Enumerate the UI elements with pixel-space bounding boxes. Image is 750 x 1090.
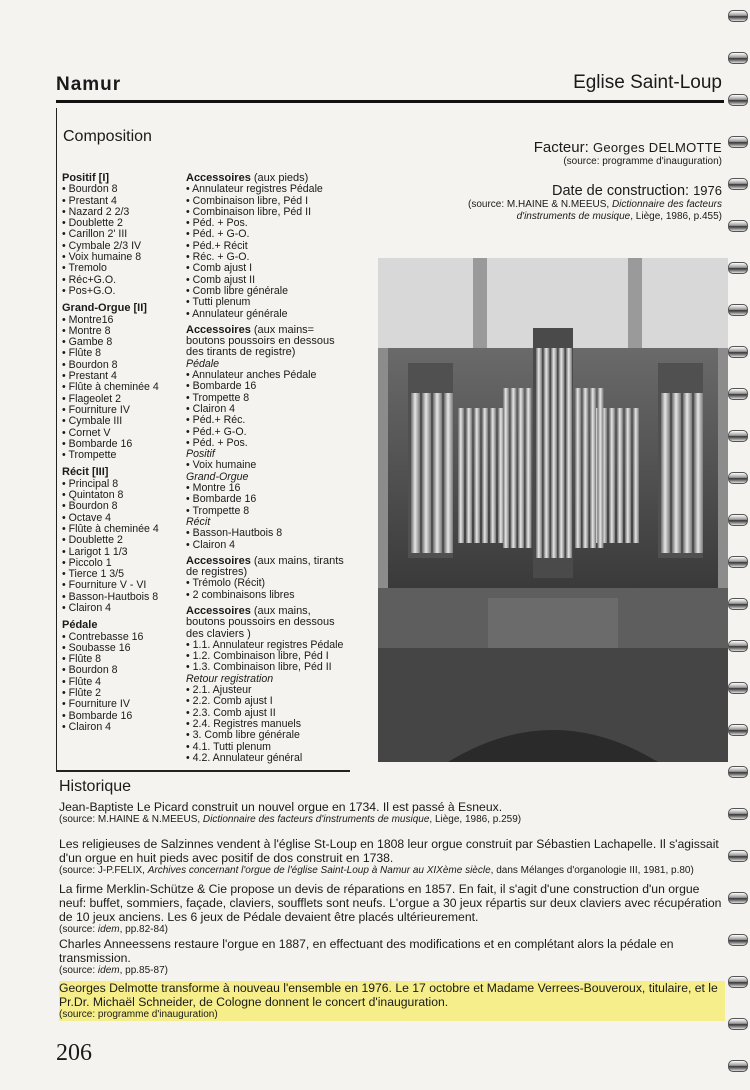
accessory-item: • Annulateur registres Pédale (186, 183, 323, 196)
accessory-item: • Trompette 8 (186, 504, 250, 517)
source-pre: (source: M.HAINE & N.MEEUS, (59, 814, 203, 825)
stop-label: Fourniture IV (68, 403, 130, 416)
accessory-item: • Réc. + G-O. (186, 251, 250, 264)
accessory-item: • Clairon 4 (186, 538, 236, 551)
stop-label: Montre 8 (68, 324, 111, 337)
accessories-heading-note: (aux mains, tirants de registres) (186, 554, 344, 579)
historique-source (59, 814, 725, 826)
stop-item: • Doublette 2 (62, 534, 123, 547)
stop-label: Flûte 4 (68, 675, 102, 688)
accessory-label: Clairon 4 (192, 538, 236, 551)
accessory-label: Trompette 8 (192, 504, 250, 517)
facteur-name: Georges DELMOTTE (592, 140, 722, 155)
accessory-label: Annulateur anches Pédale (192, 369, 317, 382)
stop-item: • Larigot 1 1/3 (62, 545, 128, 558)
accessory-label: 3. Comb libre générale (192, 729, 300, 742)
accessory-item: • Tutti plenum (186, 296, 251, 309)
accessory-item: • Péd. + G-O. (186, 228, 250, 241)
accessory-item: • Comb ajust I (186, 262, 253, 275)
stop-label: Doublette 2 (68, 217, 123, 230)
accessories-subheading: Positif (186, 448, 215, 461)
historique-paragraph (59, 800, 725, 826)
accessory-item: • Péd.+ Réc. (186, 414, 246, 427)
stop-label: Prestant 4 (68, 194, 117, 207)
historique-title: Historique (59, 778, 132, 795)
accessory-item: • Péd. + Pos. (186, 217, 248, 230)
historique-source (59, 965, 725, 977)
accessory-item: • 1.2. Combinaison libre, Péd I (186, 650, 329, 663)
stop-label: Doublette 2 (68, 534, 123, 547)
accessory-item: • Bombarde 16 (186, 380, 257, 393)
accessory-label: Annulateur registres Pédale (192, 183, 323, 196)
accessory-item: • Péd.+ Récit (186, 239, 248, 252)
historique-paragraph (59, 882, 725, 936)
stop-label: Flûte 8 (68, 653, 102, 666)
stop-label: Flûte à cheminée 4 (68, 381, 159, 394)
stops-column (62, 173, 184, 733)
stop-item: • Clairon 4 (62, 720, 112, 733)
historique-source (59, 1009, 725, 1021)
accessory-label: 4.1. Tutti plenum (192, 740, 271, 753)
accessory-label: Péd. + Pos. (192, 217, 248, 230)
stop-item: • Voix humaine 8 (62, 251, 142, 264)
accessory-item: • Comb ajust II (186, 273, 256, 286)
stop-label: Soubasse 16 (68, 641, 131, 654)
stop-item: • Flûte à cheminée 4 (62, 381, 159, 394)
accessory-item: • 2.4. Registres manuels (186, 717, 301, 730)
stop-label: Larigot 1 1/3 (68, 545, 128, 558)
header-rule (56, 100, 724, 103)
accessory-item: • Bombarde 16 (186, 493, 257, 506)
accessory-item: • 4.2. Annulateur général (186, 751, 303, 764)
source-post: , Liège, 1986, p.259) (429, 814, 522, 825)
facteur-block (534, 139, 722, 167)
stop-item: • Cymbale 2/3 IV (62, 239, 142, 252)
stop-label: Bourdon 8 (68, 664, 118, 677)
accessory-label: Péd.+ Réc. (192, 414, 246, 427)
accessory-item: • 2.2. Comb ajust I (186, 695, 273, 708)
accessory-label: Comb libre générale (192, 284, 289, 297)
stop-item: • Nazard 2 2/3 (62, 205, 130, 218)
stop-item: • Bourdon 8 (62, 358, 118, 371)
stop-label: Fourniture IV (68, 698, 130, 711)
accessories-heading (186, 556, 346, 579)
date-source (422, 199, 722, 222)
stop-item: • Fourniture IV (62, 698, 130, 711)
stop-item: • Flûte 4 (62, 675, 102, 688)
accessory-item: • Combinaison libre, Péd II (186, 205, 312, 218)
accessory-item: • 2.1. Ajusteur (186, 684, 252, 697)
accessory-label: Voix humaine (192, 459, 257, 472)
historique-text: Georges Delmotte transforme à nouveau l'ensemble en 1976. Le 17 octobre et Madame Verrees-Bouveroux, titulaire, et le Pr.Dr. Michaël Schneider, de Cologne donnent le concert d'inauguration. (59, 981, 718, 1009)
stop-label: Pos+G.O. (68, 284, 116, 297)
accessories-subheading: Récit (186, 515, 211, 528)
stop-item: • Principal 8 (62, 477, 119, 490)
stop-label: Bourdon 8 (68, 183, 118, 196)
accessory-item: • Annulateur anches Pédale (186, 369, 317, 382)
historique-text: La firme Merklin-Schütze & Cie propose un devis de réparations en 1857. En fait, il s'agit d'une construction d'un orgue neuf: buffet, sommiers, façade, claviers, soufflets sont neufs. L'orgue a 30 jeux répartis sur deux claviers avec récupération de 10 jeux anciens. Les 6 jeux de Pédale devaient être placés ultérieurement. (59, 882, 722, 924)
accessory-label: Bombarde 16 (192, 493, 257, 506)
stop-label: Carillon 2' III (68, 228, 128, 241)
accessory-item: • Trémolo (Récit) (186, 577, 266, 590)
source-title: idem (97, 965, 120, 976)
accessories-heading (186, 325, 346, 359)
stop-item: • Flûte 2 (62, 687, 102, 700)
accessory-label: Comb ajust II (192, 273, 256, 286)
stop-label: Gambe 8 (68, 336, 113, 349)
stop-item: • Flûte 8 (62, 347, 102, 360)
division-heading: Pédale (62, 619, 98, 632)
historique-text: Charles Anneessens restaure l'orgue en 1887, en effectuant des modifications et en complétant alors la pédale en transmission. (59, 937, 674, 965)
historique-paragraph (59, 837, 725, 877)
accessory-item: • Voix humaine (186, 459, 257, 472)
stop-item: • Doublette 2 (62, 217, 123, 230)
stop-item: • Fourniture V - VI (62, 579, 147, 592)
page-number: 206 (56, 1040, 92, 1066)
historique-source (59, 924, 725, 936)
source-pre: (source: J-P.FELIX, (59, 865, 148, 876)
stop-label: Cymbale 2/3 IV (68, 239, 142, 252)
facteur-label: Facteur: (533, 139, 589, 156)
stop-label: Montre16 (68, 313, 114, 326)
accessories-heading-label: Accessoires (186, 323, 251, 336)
accessory-label: Annulateur générale (192, 307, 288, 320)
accessory-item: • Basson-Hautbois 8 (186, 527, 283, 540)
accessory-label: Trompette 8 (192, 391, 250, 404)
stop-item: • Bourdon 8 (62, 664, 118, 677)
stop-item: • Bombarde 16 (62, 709, 133, 722)
source-pre: (source: programme d'inauguration) (59, 1009, 218, 1020)
stop-label: Cornet V (68, 426, 111, 439)
stop-label: Basson-Hautbois 8 (68, 590, 159, 603)
accessory-item: • 3. Comb libre générale (186, 729, 300, 742)
accessory-label: Tutti plenum (192, 296, 251, 309)
accessory-label: Montre 16 (192, 482, 241, 495)
accessory-label: 2.2. Comb ajust I (192, 695, 273, 708)
accessory-label: 2.1. Ajusteur (192, 684, 252, 697)
stop-label: Réc+G.O. (68, 273, 117, 286)
accessories-heading-note: (aux mains, boutons poussoirs en dessous des claviers ) (186, 604, 335, 640)
accessory-item: • 2.3. Comb ajust II (186, 706, 276, 719)
accessory-item: • Péd.+ G-O. (186, 425, 247, 438)
accessory-label: Combinaison libre, Péd I (192, 194, 309, 207)
stop-item: • Gambe 8 (62, 336, 113, 349)
source-title: Dictionnaire des facteurs d'instruments de musique (202, 814, 430, 825)
division-heading: Récit [III] (62, 466, 109, 479)
stop-item: • Carillon 2' III (62, 228, 128, 241)
stop-item: • Cymbale III (62, 415, 123, 428)
division-heading: Positif [I] (62, 172, 110, 184)
accessories-heading-label: Accessoires (186, 604, 251, 617)
stop-label: Flûte 8 (68, 347, 102, 360)
source-pre: (source: (59, 924, 98, 935)
stop-item: • Bourdon 8 (62, 500, 118, 513)
historique-source (59, 865, 725, 877)
stop-item: • Clairon 4 (62, 601, 112, 614)
stop-item: • Montre 8 (62, 324, 111, 337)
stop-item: • Flageolet 2 (62, 392, 122, 405)
accessories-subheading: Retour registration (186, 672, 274, 685)
accessory-label: 4.2. Annulateur général (192, 751, 303, 764)
accessory-item: • Annulateur générale (186, 307, 288, 320)
stop-label: Flageolet 2 (68, 392, 122, 405)
historique-paragraph (59, 981, 725, 1021)
division-heading: Grand-Orgue [II] (62, 302, 147, 315)
stop-label: Trompette (68, 449, 117, 462)
spiral-binding-icon (726, 0, 750, 1090)
stop-label: Piccolo 1 (68, 556, 112, 569)
stop-label: Clairon 4 (68, 720, 112, 733)
stop-label: Contrebasse 16 (68, 630, 144, 643)
stop-item: • Piccolo 1 (62, 556, 112, 569)
accessory-item: • Combinaison libre, Péd I (186, 194, 309, 207)
stop-item: • Pos+G.O. (62, 284, 116, 297)
accessory-label: 2.3. Comb ajust II (192, 706, 276, 719)
stop-item: • Cornet V (62, 426, 111, 439)
accessory-item: • 4.1. Tutti plenum (186, 740, 271, 753)
stop-item: • Tremolo (62, 262, 107, 275)
accessories-heading (186, 606, 346, 640)
stop-label: Flûte à cheminée 4 (68, 522, 159, 535)
accessory-item: • Montre 16 (186, 482, 241, 495)
stop-item: • Contrebasse 16 (62, 630, 144, 643)
accessory-item: • 2 combinaisons libres (186, 588, 295, 601)
accessory-item: • Trompette 8 (186, 391, 250, 404)
stop-label: Principal 8 (68, 477, 119, 490)
city-title: Namur (56, 74, 122, 95)
accessory-label: Basson-Hautbois 8 (192, 527, 283, 540)
stop-label: Flûte 2 (68, 687, 102, 700)
stop-item: • Soubasse 16 (62, 641, 131, 654)
stop-item: • Prestant 4 (62, 370, 117, 383)
stop-label: Prestant 4 (68, 370, 117, 383)
stop-label: Fourniture V - VI (68, 579, 147, 592)
accessory-label: 1.2. Combinaison libre, Péd I (192, 650, 329, 663)
facteur-source: (source: programme d'inauguration) (563, 156, 722, 167)
source-title: idem (97, 924, 120, 935)
accessories-column (186, 173, 346, 764)
accessory-item: • 1.3. Combinaison libre, Péd II (186, 661, 332, 674)
accessories-heading-note: (aux mains= boutons poussoirs en dessous des tirants de registre) (186, 323, 335, 359)
stop-item: • Fourniture IV (62, 403, 130, 416)
stop-label: Bombarde 16 (68, 437, 133, 450)
accessory-label: 1.1. Annulateur registres Pédale (192, 638, 344, 651)
accessory-label: Trémolo (Récit) (192, 577, 266, 590)
composition-title: Composition (63, 128, 152, 145)
accessories-heading-label: Accessoires (186, 554, 251, 567)
accessory-label: Bombarde 16 (192, 380, 257, 393)
accessories-subheading: Pédale (186, 357, 219, 370)
stop-label: Octave 4 (68, 511, 112, 524)
accessory-item: • Clairon 4 (186, 402, 236, 415)
organ-photo (378, 258, 728, 762)
accessory-label: Péd.+ Récit (192, 239, 248, 252)
composition-frame-bottom (56, 770, 350, 772)
stop-item: • Tierce 1 3/5 (62, 568, 125, 581)
accessory-label: 2.4. Registres manuels (192, 717, 301, 730)
stop-label: Bombarde 16 (68, 709, 133, 722)
stop-label: Tierce 1 3/5 (68, 568, 125, 581)
accessories-heading-label: Accessoires (186, 172, 251, 184)
source-title: Archives concernant l'orgue de l'église Saint-Loup à Namur au XIXème siècle (147, 865, 491, 876)
date-source-title: Dictionnaire des facteurs d'instruments de musique (516, 199, 722, 222)
stop-item: • Flûte à cheminée 4 (62, 522, 159, 535)
stop-item: • Basson-Hautbois 8 (62, 590, 159, 603)
stop-label: Cymbale III (68, 415, 123, 428)
accessory-item: • Comb libre générale (186, 284, 289, 297)
stop-item: • Quintaton 8 (62, 489, 124, 502)
date-source-pre: (source: M.HAINE & N.MEEUS, (468, 199, 612, 210)
stop-label: Bourdon 8 (68, 358, 118, 371)
accessory-label: Péd. + G-O. (192, 228, 250, 241)
accessory-item: • Péd. + Pos. (186, 436, 248, 449)
historique-text: Les religieuses de Salzinnes vendent à l'église St-Loup en 1808 leur orgue construit par Sébastien Lachapelle. Il s'agissait d'un orgue en huit pieds avec positif de dos construit en 1738. (59, 837, 719, 865)
stop-label: Voix humaine 8 (68, 251, 142, 264)
stop-label: Clairon 4 (68, 601, 112, 614)
accessory-item: • 1.1. Annulateur registres Pédale (186, 638, 344, 651)
source-post: , pp.82-84) (119, 924, 168, 935)
stop-item: • Bourdon 8 (62, 183, 118, 196)
date-year: 1976 (693, 183, 722, 198)
date-block (422, 183, 722, 222)
accessory-label: Comb ajust I (192, 262, 253, 275)
stop-label: Tremolo (68, 262, 107, 275)
stop-label: Bourdon 8 (68, 500, 118, 513)
stop-item: • Octave 4 (62, 511, 112, 524)
stop-label: Nazard 2 2/3 (68, 205, 130, 218)
stop-item: • Bombarde 16 (62, 437, 133, 450)
stop-label: Quintaton 8 (68, 489, 124, 502)
source-post: , dans Mélanges d'organologie III, 1981, p.80) (490, 865, 694, 876)
stop-item: • Réc+G.O. (62, 273, 117, 286)
accessory-label: Combinaison libre, Péd II (192, 205, 312, 218)
stop-item: • Flûte 8 (62, 653, 102, 666)
accessories-heading-note: (aux pieds) (250, 172, 309, 184)
historique-paragraph (59, 937, 725, 977)
accessory-label: 1.3. Combinaison libre, Péd II (192, 661, 332, 674)
accessory-label: Réc. + G-O. (192, 251, 250, 264)
accessories-subheading: Grand-Orgue (186, 470, 249, 483)
source-post: , pp.85-87) (119, 965, 168, 976)
source-pre: (source: (59, 965, 98, 976)
organ-illustration (378, 258, 728, 762)
church-title: Eglise Saint-Loup (573, 72, 722, 93)
stop-item: • Montre16 (62, 313, 114, 326)
stop-item: • Trompette (62, 449, 117, 462)
accessory-label: Péd.+ G-O. (192, 425, 247, 438)
stop-item: • Prestant 4 (62, 194, 117, 207)
date-label: Date de construction: (552, 183, 690, 199)
date-source-post: , Liège, 1986, p.455) (630, 210, 722, 222)
accessory-label: 2 combinaisons libres (192, 588, 295, 601)
historique-text: Jean-Baptiste Le Picard construit un nouvel orgue en 1734. Il est passé à Esneux. (59, 800, 503, 814)
accessory-label: Clairon 4 (192, 402, 236, 415)
accessory-label: Péd. + Pos. (192, 436, 248, 449)
